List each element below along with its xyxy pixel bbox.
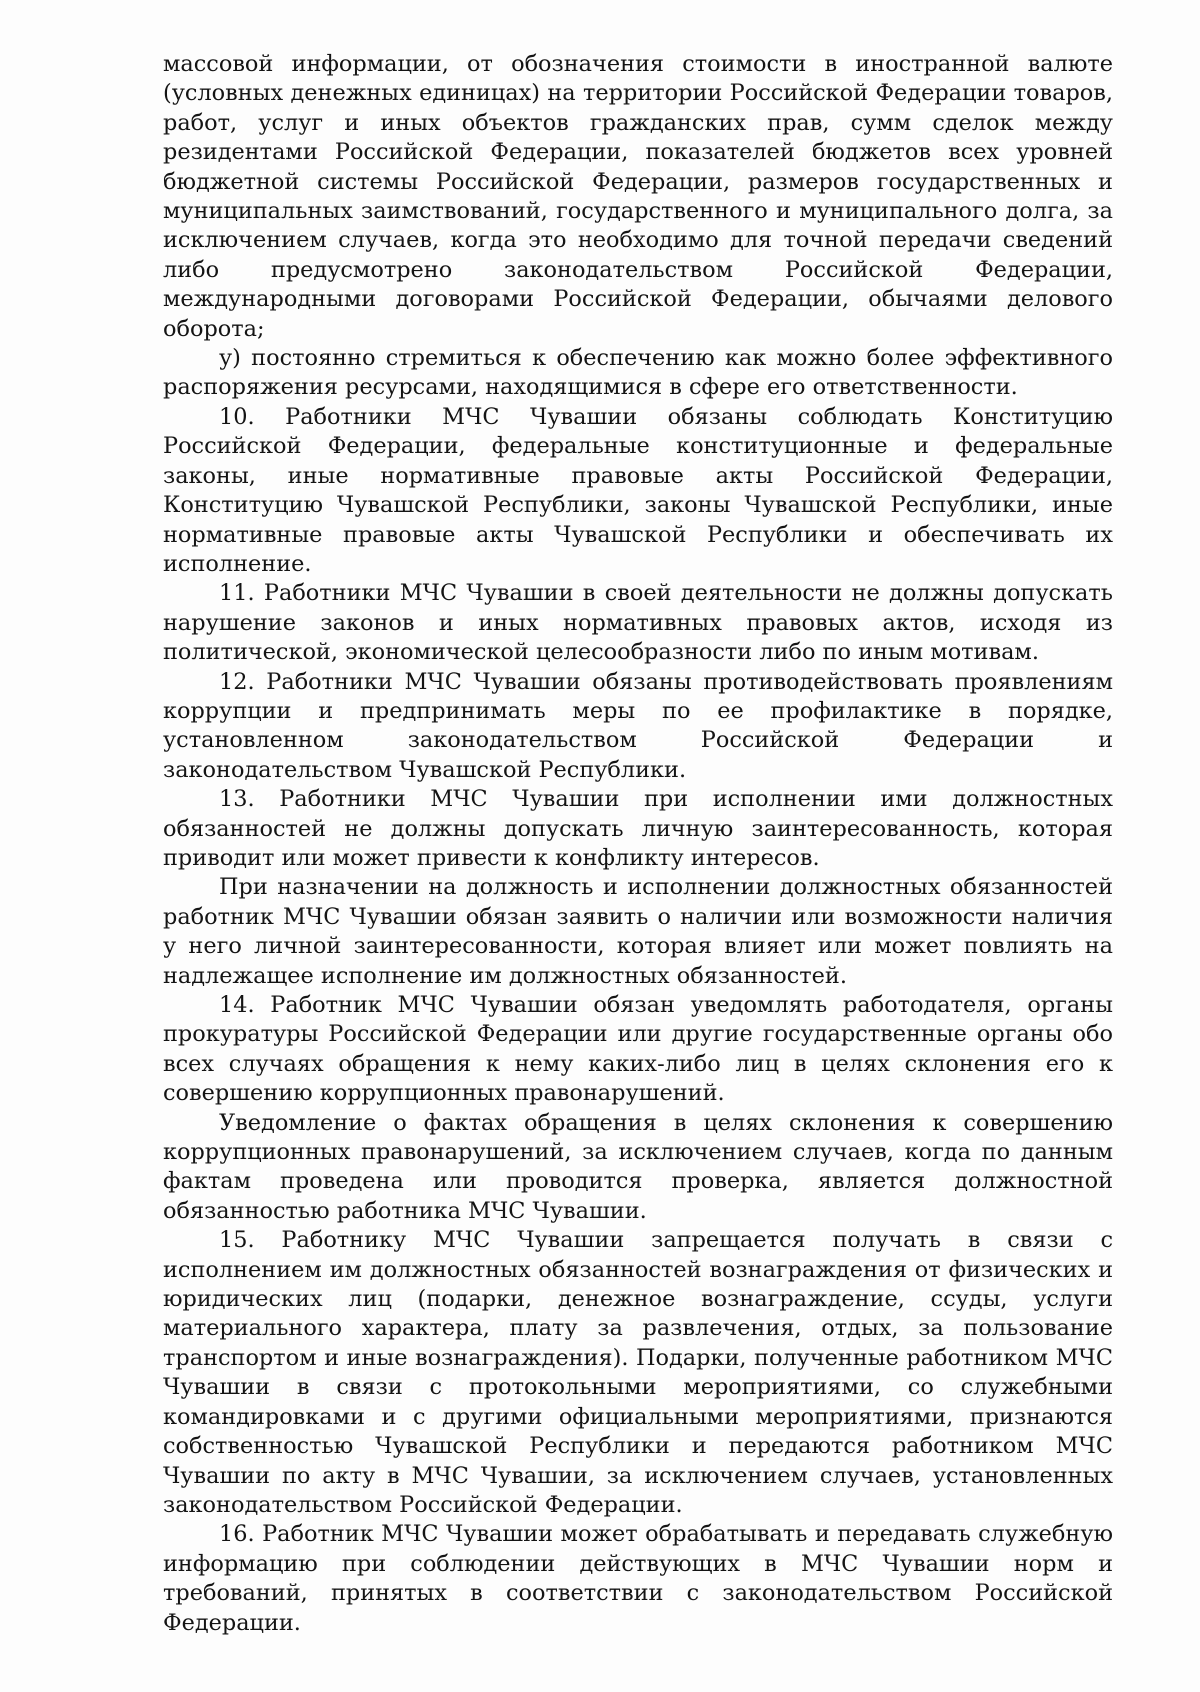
paragraph-13: 13. Работники МЧС Чувашии при исполнении ими должностных обязанностей не должны допускать личную заинтересованность, которая приводит или может привести к конфликту интересов. — [163, 786, 1113, 871]
document-body — [163, 50, 1113, 1638]
paragraph-14: 14. Работник МЧС Чувашии обязан уведомлять работодателя, органы прокуратуры Российской Федерации или другие государственные органы обо всех случаях обращения к нему каких-либо лиц в целях склонения его к совершению коррупционных правонарушений. — [163, 992, 1113, 1107]
paragraph-15: 15. Работнику МЧС Чувашии запрещается получать в связи с исполнением им должностных обязанностей вознаграждения от физических и юридических лиц (подарки, денежное вознаграждение, ссуды, услуги материального характера, плату за развлечения, отдых, за пользование транспортом и иные вознаграждения). Подарки, полученные работником МЧС Чувашии в связи с протокольными мероприятиями, со служебными командировками и с другими официальными мероприятиями, признаются собственностью Чувашской Республики и передаются работником МЧС Чувашии по акту в МЧС Чувашии, за исключением случаев, установленных законодательством Российской Федерации. — [163, 1227, 1113, 1518]
paragraph-continuation: массовой информации, от обозначения стоимости в иностранной валюте (условных денежных единицах) на территории Российской Федерации товаров, работ, услуг и иных объектов гражданских прав, сумм сделок между резидентами Российской Федерации, показателей бюджетов всех уровней бюджетной системы Российской Федерации, размеров государственных и муниципальных заимствований, государственного и муниципального долга, за исключением случаев, когда это необходимо для точной передачи сведений либо предусмотрено законодательством Российской Федерации, международными договорами Российской Федерации, обычаями делового оборота; — [163, 51, 1113, 342]
paragraph-16: 16. Работник МЧС Чувашии может обрабатывать и передавать служебную информацию при соблюдении действующих в МЧС Чувашии норм и требований, принятых в соответствии с законодательством Российской Федерации. — [163, 1521, 1113, 1636]
paragraph-12: 12. Работники МЧС Чувашии обязаны противодействовать проявлениям коррупции и предпринимать меры по ее профилактике в порядке, установленном законодательством Российской Федерации и законодательством Чувашской Республики. — [163, 668, 1113, 783]
paragraph-14-continued: Уведомление о фактах обращения в целях склонения к совершению коррупционных правонарушений, за исключением случаев, когда по данным фактам проведена или проводится проверка, является должностной обязанностью работника МЧС Чувашии. — [163, 1109, 1113, 1224]
paragraph-13-continued: При назначении на должность и исполнении должностных обязанностей работник МЧС Чувашии обязан заявить о наличии или возможности наличия у него личной заинтересованности, которая влияет или может повлиять на надлежащее исполнение им должностных обязанностей. — [163, 874, 1113, 989]
paragraph-11: 11. Работники МЧС Чувашии в своей деятельности не должны допускать нарушение законов и иных нормативных правовых актов, исходя из политической, экономической целесообразности либо по иным мотивам. — [163, 580, 1113, 666]
paragraph-10: 10. Работники МЧС Чувашии обязаны соблюдать Конституцию Российской Федерации, федеральные конституционные и федеральные законы, иные нормативные правовые акты Российской Федерации, Конституцию Чувашской Республики, законы Чувашской Республики, иные нормативные правовые акты Чувашской Республики и обеспечивать их исполнение. — [163, 403, 1113, 577]
paragraph-u: у) постоянно стремиться к обеспечению как можно более эффективного распоряжения ресурсами, находящимися в сфере его ответственности. — [163, 345, 1113, 401]
